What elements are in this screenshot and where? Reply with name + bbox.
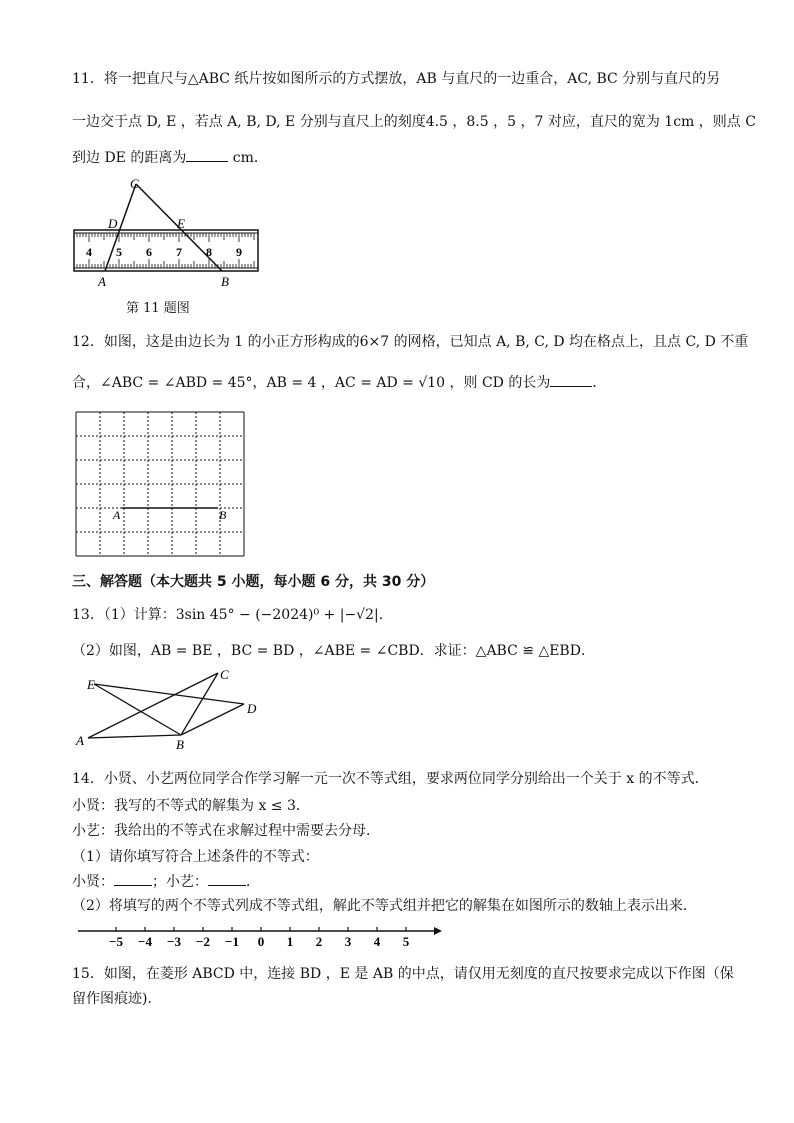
q14-line-1: 14．小贤、小艺两位同学合作学习解一元一次不等式组，要求两位同学分别给出一个关于 x 的不等式． [72, 771, 709, 787]
label-B: B [176, 737, 184, 752]
q12-grid-figure [76, 412, 246, 562]
q14-line-4: （1）请你填写符合上述条件的不等式： [72, 849, 319, 865]
q15-line-2: 留作图痕迹)． [72, 991, 162, 1007]
number-line-label: −5 [109, 934, 123, 949]
label-C: C [220, 667, 229, 682]
q14-xiaoyi-label: ；小艺： [152, 874, 208, 890]
q14-line-2: 小贤：我写的不等式的解集为 x ≤ 3． [72, 798, 310, 814]
q12-line-1: 12．如图，这是由边长为 1 的小正方形构成的6×7 的网格，已知点 A, B, C, D 均在格点上，且点 C, D 不重 [72, 334, 749, 350]
ruler-label: 9 [236, 245, 242, 259]
number-line-label: 4 [373, 934, 381, 949]
number-line-labels [109, 934, 410, 949]
ruler-label: 6 [146, 245, 152, 259]
q11-line-1: 11．将一把直尺与△ABC 纸片按如图所示的方式摆放，AB 与直尺的一边重合，AC, BC 分别与直尺的另 [72, 71, 721, 87]
q13-figure [74, 667, 264, 757]
ruler-label: 7 [176, 245, 182, 259]
label-D: D [108, 216, 118, 231]
q14-xiaoxian-label: 小贤： [72, 874, 114, 890]
q12-line-2-prefix: 合，∠ABC = ∠ABD = 45°，AB = 4 ，AC = AD = √10 ，则 CD 的长为 [72, 375, 551, 391]
q14-number-line [78, 922, 448, 952]
q11-caption: 第 11 题图 [126, 301, 190, 316]
number-line-label: −4 [138, 934, 152, 949]
number-line-label: −3 [167, 934, 181, 949]
q11-figure [74, 176, 264, 291]
q14-xiaoyi-blank[interactable] [208, 873, 246, 886]
number-line-label: −2 [196, 934, 210, 949]
label-A: A [113, 508, 121, 522]
q12-line-2-suffix: ． [592, 375, 607, 391]
label-C: C [130, 176, 139, 191]
section-3-title: 三、解答题（本大题共 5 小题，每小题 6 分，共 30 分） [72, 574, 435, 590]
label-E: E [87, 677, 95, 692]
q11-line-3-prefix: 到边 DE 的距离为 [72, 150, 187, 166]
label-B: B [221, 274, 229, 289]
q11-line-3 [72, 147, 268, 167]
q11-line-3-suffix: cm． [228, 150, 268, 166]
q11-line-2: 一边交于点 D, E ，若点 A, B, D, E 分别与直尺上的刻度4.5 ，8.5 ，5 ，7 对应，直尺的宽为 1cm ，则点 C [72, 114, 756, 130]
number-line-label: −1 [225, 934, 239, 949]
number-line-label: 3 [344, 934, 352, 949]
segment-AB [88, 735, 181, 738]
segment-EB [94, 684, 181, 735]
number-line-arrow [434, 927, 442, 935]
number-line-label: 1 [286, 934, 294, 949]
segment-ED [94, 684, 244, 704]
label-D: D [247, 701, 257, 716]
q14-xiaoxian-blank[interactable] [114, 873, 152, 886]
q12-line-2 [72, 372, 606, 392]
q15-line-1: 15．如图，在菱形 ABCD 中，连接 BD ，E 是 AB 的中点，请仅用无刻度的直尺按要求完成以下作图（保 [72, 966, 734, 982]
number-line-label: 2 [315, 934, 323, 949]
ruler-label: 8 [206, 245, 212, 259]
q13-part-1: 13．（1）计算：3sin 45° − (−2024)⁰ + |−√2|． [72, 607, 393, 623]
number-line-label: 5 [402, 934, 410, 949]
ruler-label: 5 [116, 245, 122, 259]
label-E: E [177, 216, 185, 231]
q14-line-5-end: ． [246, 874, 260, 890]
q12-answer-blank[interactable] [550, 374, 592, 387]
q13-part-2: （2）如图，AB = BE ，BC = BD ，∠ABE = ∠CBD．求证：△ABC ≌ △EBD． [72, 643, 595, 659]
label-B: B [219, 508, 227, 522]
q14-line-3: 小艺：我给出的不等式在求解过程中需要去分母． [72, 823, 380, 839]
label-A: A [76, 733, 84, 748]
q14-line-6: （2）将填写的两个不等式列成不等式组，解此不等式组并把它的解集在如图所示的数轴上表示出来． [72, 898, 697, 914]
q14-line-5 [72, 871, 260, 891]
ruler-label: 4 [86, 245, 92, 259]
label-A: A [98, 274, 106, 289]
q11-answer-blank[interactable] [186, 149, 228, 162]
grid-lines [76, 412, 244, 556]
number-line-label: 0 [257, 934, 265, 949]
